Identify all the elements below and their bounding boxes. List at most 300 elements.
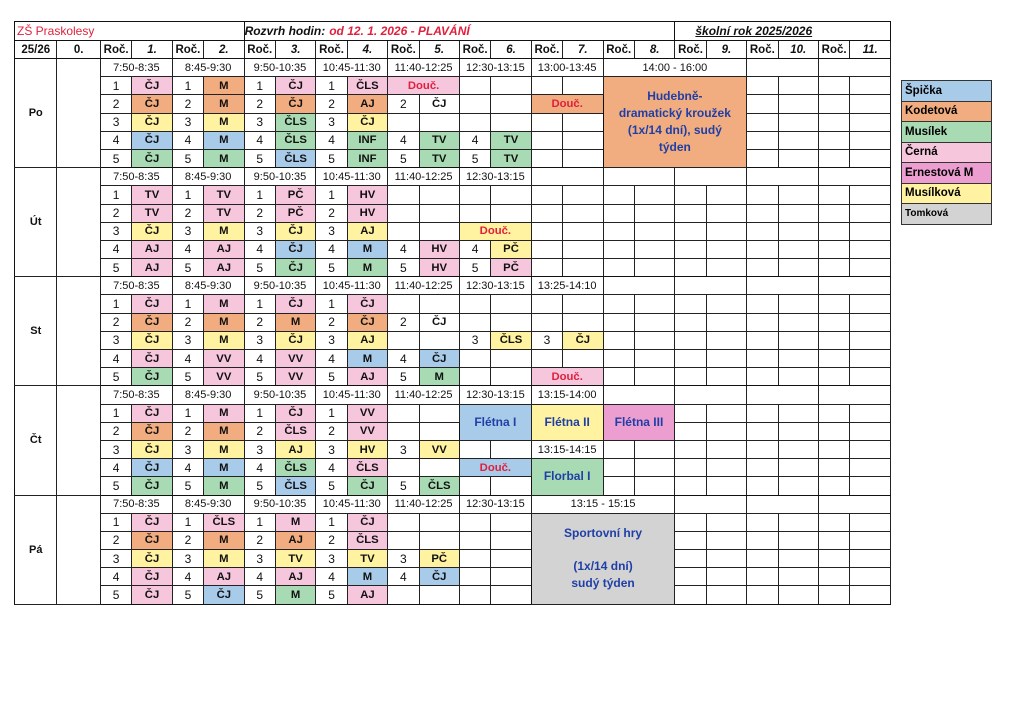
- class-grade: 4: [100, 240, 131, 258]
- subject-cell: ČJ: [347, 313, 387, 331]
- class-grade: 2: [100, 95, 131, 113]
- class-grade: 3: [388, 550, 419, 568]
- empty-cell: [850, 477, 891, 495]
- empty-cell: [459, 440, 490, 458]
- empty-cell: [419, 586, 459, 604]
- subject-cell: AJ: [204, 259, 244, 277]
- empty-cell: [388, 513, 419, 531]
- empty-cell: [603, 350, 634, 368]
- subject-cell: ČJ: [132, 586, 172, 604]
- empty-cell: [747, 186, 778, 204]
- empty-cell: [747, 477, 778, 495]
- class-grade: 5: [172, 149, 203, 167]
- class-grade: 1: [100, 295, 131, 313]
- class-grade: 4: [388, 568, 419, 586]
- empty-cell: [850, 422, 891, 440]
- empty-cell: [491, 95, 531, 113]
- empty-cell: [419, 531, 459, 549]
- subject-cell: VV: [275, 368, 315, 386]
- time-slot-empty: [818, 277, 890, 295]
- time-slot: 8:45-9:30: [172, 386, 244, 404]
- empty-cell: [603, 477, 634, 495]
- empty-cell: [706, 586, 746, 604]
- empty-cell: [706, 186, 746, 204]
- flute-2-block: Flétna II: [531, 404, 603, 440]
- time-slot: 7:50-8:35: [100, 168, 172, 186]
- class-grade: 2: [100, 313, 131, 331]
- class-grade: 4: [172, 240, 203, 258]
- subject-cell: VV: [275, 350, 315, 368]
- empty-cell: [850, 131, 891, 149]
- empty-cell: [531, 186, 562, 204]
- empty-cell: [675, 586, 706, 604]
- empty-cell: [419, 204, 459, 222]
- day-label: Čt: [15, 386, 57, 495]
- class-grade: 4: [244, 568, 275, 586]
- class-grade: 3: [316, 222, 347, 240]
- roc-header: Roč.: [244, 41, 275, 59]
- empty-cell: [850, 440, 891, 458]
- subject-cell: TV: [132, 186, 172, 204]
- empty-cell: [818, 259, 849, 277]
- empty-cell: [850, 350, 891, 368]
- empty-cell: [388, 459, 419, 477]
- subject-cell: VV: [347, 422, 387, 440]
- empty-cell: [850, 113, 891, 131]
- time-slot: 10:45-11:30: [316, 59, 388, 77]
- subject-cell: TV: [347, 550, 387, 568]
- empty-cell: [747, 568, 778, 586]
- class-grade: 2: [244, 422, 275, 440]
- subject-cell: ČJ: [347, 513, 387, 531]
- empty-cell: [388, 222, 419, 240]
- time-slot-empty: [747, 495, 819, 513]
- class-grade: 3: [172, 222, 203, 240]
- empty-cell: [675, 240, 706, 258]
- empty-cell: [634, 350, 674, 368]
- subject-cell: VV: [204, 350, 244, 368]
- subject-cell: ČLS: [275, 459, 315, 477]
- empty-cell: [459, 513, 490, 531]
- class-grade: 3: [100, 440, 131, 458]
- empty-cell: [563, 222, 603, 240]
- time-slot: 11:40-12:25: [388, 495, 460, 513]
- empty-cell: [563, 259, 603, 277]
- subject-cell: ČLS: [275, 113, 315, 131]
- empty-cell: [747, 313, 778, 331]
- subject-cell: PČ: [419, 550, 459, 568]
- empty-cell: [850, 368, 891, 386]
- empty-cell: [778, 95, 818, 113]
- time-slot-empty: [747, 59, 819, 77]
- subject-cell: AJ: [347, 95, 387, 113]
- subject-cell: ČLS: [347, 459, 387, 477]
- empty-cell: [818, 422, 849, 440]
- lesson-header: 4.: [347, 41, 387, 59]
- empty-cell: [459, 477, 490, 495]
- empty-cell: [459, 368, 490, 386]
- class-grade: 2: [388, 95, 419, 113]
- empty-cell: [818, 568, 849, 586]
- subject-cell: M: [204, 131, 244, 149]
- empty-cell: [603, 204, 634, 222]
- flute-3-block: Flétna III: [603, 404, 675, 440]
- class-grade: 5: [316, 477, 347, 495]
- class-grade: 3: [244, 113, 275, 131]
- subject-cell: M: [204, 331, 244, 349]
- class-grade: 1: [316, 77, 347, 95]
- class-grade: 2: [316, 95, 347, 113]
- schedule-title: [244, 22, 675, 41]
- time-slot: 10:45-11:30: [316, 277, 388, 295]
- empty-cell: [563, 350, 603, 368]
- subject-cell: ČLS: [204, 513, 244, 531]
- empty-cell: [675, 331, 706, 349]
- roc-header: Roč.: [459, 41, 490, 59]
- time-slot: 7:50-8:35: [100, 277, 172, 295]
- empty-cell: [818, 459, 849, 477]
- school-year: školní rok 2025/2026: [675, 22, 891, 41]
- subject-cell: HV: [347, 186, 387, 204]
- time-slot: 8:45-9:30: [172, 277, 244, 295]
- empty-cell: [603, 440, 634, 458]
- empty-cell: [491, 186, 531, 204]
- time-slot: 9:50-10:35: [244, 277, 316, 295]
- class-grade: 2: [100, 204, 131, 222]
- timetable: [14, 21, 891, 605]
- year-header: 25/26: [15, 41, 57, 59]
- empty-cell: [778, 459, 818, 477]
- class-grade: 2: [316, 531, 347, 549]
- class-grade: 4: [316, 131, 347, 149]
- class-grade: 5: [100, 586, 131, 604]
- class-grade: 5: [459, 149, 490, 167]
- class-grade: 3: [244, 550, 275, 568]
- empty-cell: [747, 440, 778, 458]
- empty-cell: [747, 350, 778, 368]
- empty-cell: [491, 368, 531, 386]
- empty-cell: [778, 477, 818, 495]
- time-slot: 7:50-8:35: [100, 495, 172, 513]
- class-grade: 4: [244, 350, 275, 368]
- empty-cell: [818, 331, 849, 349]
- empty-cell: [531, 295, 562, 313]
- empty-cell: [850, 313, 891, 331]
- day-label: St: [15, 277, 57, 386]
- subject-cell: M: [204, 295, 244, 313]
- empty-cell: [747, 295, 778, 313]
- class-grade: 1: [100, 404, 131, 422]
- class-grade: 1: [244, 513, 275, 531]
- empty-cell: [675, 404, 706, 422]
- empty-cell: [747, 404, 778, 422]
- subject-cell: HV: [419, 259, 459, 277]
- subject-cell: ČJ: [275, 331, 315, 349]
- class-grade: 3: [100, 222, 131, 240]
- subject-cell: M: [204, 422, 244, 440]
- empty-cell: [747, 586, 778, 604]
- empty-cell: [675, 186, 706, 204]
- empty-cell: [634, 440, 674, 458]
- class-grade: 5: [316, 149, 347, 167]
- empty-cell: [675, 313, 706, 331]
- time-slot-empty: [531, 168, 603, 186]
- subject-cell: PČ: [491, 240, 531, 258]
- empty-cell: [459, 77, 490, 95]
- empty-cell: [778, 568, 818, 586]
- class-grade: 2: [172, 204, 203, 222]
- subject-cell: ČJ: [275, 77, 315, 95]
- class-grade: 1: [100, 77, 131, 95]
- empty-cell: [850, 204, 891, 222]
- class-grade: 3: [244, 331, 275, 349]
- empty-cell: [818, 477, 849, 495]
- time-slot-empty: [818, 495, 890, 513]
- empty-cell: [634, 240, 674, 258]
- empty-cell: [563, 240, 603, 258]
- subject-cell: AJ: [132, 259, 172, 277]
- lesson-zero-cell: [57, 168, 100, 277]
- empty-cell: [675, 459, 706, 477]
- class-grade: 5: [244, 368, 275, 386]
- empty-cell: [419, 186, 459, 204]
- empty-cell: [778, 240, 818, 258]
- empty-cell: [818, 222, 849, 240]
- class-grade: 1: [316, 513, 347, 531]
- lesson-zero-cell: [57, 386, 100, 495]
- empty-cell: [388, 422, 419, 440]
- subject-cell: TV: [132, 204, 172, 222]
- time-slot-empty: [747, 386, 819, 404]
- subject-cell: ČJ: [275, 222, 315, 240]
- subject-cell: ČJ: [132, 295, 172, 313]
- empty-cell: [603, 222, 634, 240]
- class-grade: 4: [388, 350, 419, 368]
- legend-teacher: Ernestová M: [902, 163, 992, 184]
- empty-cell: [531, 77, 562, 95]
- subject-cell: M: [275, 313, 315, 331]
- subject-cell: HV: [347, 440, 387, 458]
- empty-cell: [706, 568, 746, 586]
- subject-cell: ČLS: [275, 477, 315, 495]
- time-slot: 13:15-14:00: [531, 386, 603, 404]
- empty-cell: [491, 113, 531, 131]
- subject-cell: ČJ: [275, 240, 315, 258]
- time-slot-empty: [603, 277, 675, 295]
- class-grade: 2: [172, 95, 203, 113]
- class-grade: 1: [100, 513, 131, 531]
- lesson-header: 10.: [778, 41, 818, 59]
- lesson-header: 5.: [419, 41, 459, 59]
- empty-cell: [778, 295, 818, 313]
- subject-cell: M: [204, 459, 244, 477]
- subject-cell: ČJ: [419, 95, 459, 113]
- subject-cell: AJ: [275, 568, 315, 586]
- lesson-header: 6.: [491, 41, 531, 59]
- teacher-legend: [901, 80, 992, 225]
- empty-cell: [850, 568, 891, 586]
- empty-cell: [675, 368, 706, 386]
- class-grade: 1: [316, 295, 347, 313]
- empty-cell: [459, 204, 490, 222]
- class-grade: 5: [172, 477, 203, 495]
- class-grade: 1: [172, 404, 203, 422]
- subject-cell: M: [275, 513, 315, 531]
- empty-cell: [603, 240, 634, 258]
- tutoring-cell: Douč.: [531, 95, 603, 113]
- time-slot: 11:40-12:25: [388, 168, 460, 186]
- class-grade: 3: [172, 331, 203, 349]
- empty-cell: [563, 295, 603, 313]
- class-grade: 3: [100, 331, 131, 349]
- subject-cell: M: [204, 222, 244, 240]
- subject-cell: ČJ: [132, 131, 172, 149]
- empty-cell: [818, 240, 849, 258]
- class-grade: 5: [388, 259, 419, 277]
- class-grade: 1: [172, 186, 203, 204]
- lesson-header: 2.: [204, 41, 244, 59]
- class-grade: 5: [459, 259, 490, 277]
- class-grade: 2: [100, 422, 131, 440]
- empty-cell: [603, 459, 634, 477]
- time-slot: 9:50-10:35: [244, 168, 316, 186]
- tutoring-cell: Douč.: [459, 459, 531, 477]
- empty-cell: [747, 204, 778, 222]
- empty-cell: [818, 440, 849, 458]
- empty-cell: [850, 295, 891, 313]
- empty-cell: [747, 95, 778, 113]
- empty-cell: [706, 368, 746, 386]
- empty-cell: [459, 113, 490, 131]
- class-grade: 5: [388, 368, 419, 386]
- subject-cell: M: [275, 586, 315, 604]
- subject-cell: TV: [491, 149, 531, 167]
- time-slot: 10:45-11:30: [316, 168, 388, 186]
- legend-teacher: Černá: [902, 142, 992, 163]
- roc-header: Roč.: [388, 41, 419, 59]
- empty-cell: [563, 149, 603, 167]
- subject-cell: VV: [347, 404, 387, 422]
- subject-cell: ČJ: [419, 313, 459, 331]
- empty-cell: [747, 513, 778, 531]
- empty-cell: [818, 113, 849, 131]
- empty-cell: [603, 313, 634, 331]
- time-slot: 11:40-12:25: [388, 59, 460, 77]
- empty-cell: [675, 259, 706, 277]
- empty-cell: [850, 149, 891, 167]
- empty-cell: [818, 204, 849, 222]
- drama-club-block: Hudebně-dramatický kroužek (1x/14 dní), sudý týden: [603, 77, 747, 168]
- empty-cell: [459, 550, 490, 568]
- empty-cell: [850, 459, 891, 477]
- class-grade: 2: [388, 313, 419, 331]
- empty-cell: [818, 531, 849, 549]
- class-grade: 4: [244, 459, 275, 477]
- subject-cell: ČJ: [275, 404, 315, 422]
- empty-cell: [563, 186, 603, 204]
- time-slot-empty: [603, 386, 675, 404]
- subject-cell: ČLS: [347, 77, 387, 95]
- lesson-header: 9.: [706, 41, 746, 59]
- time-slot: 11:40-12:25: [388, 386, 460, 404]
- class-grade: 1: [244, 77, 275, 95]
- empty-cell: [419, 295, 459, 313]
- empty-cell: [850, 331, 891, 349]
- class-grade: 4: [316, 350, 347, 368]
- empty-cell: [747, 368, 778, 386]
- class-grade: 3: [244, 440, 275, 458]
- class-grade: 3: [172, 113, 203, 131]
- class-grade: 2: [172, 422, 203, 440]
- empty-cell: [603, 368, 634, 386]
- empty-cell: [491, 440, 531, 458]
- empty-cell: [850, 240, 891, 258]
- class-grade: 4: [100, 459, 131, 477]
- empty-cell: [491, 77, 531, 95]
- subject-cell: ČJ: [132, 95, 172, 113]
- empty-cell: [419, 113, 459, 131]
- empty-cell: [634, 204, 674, 222]
- class-grade: 5: [244, 477, 275, 495]
- empty-cell: [419, 422, 459, 440]
- class-grade: 2: [244, 531, 275, 549]
- empty-cell: [603, 331, 634, 349]
- class-grade: 4: [172, 131, 203, 149]
- class-grade: 1: [172, 513, 203, 531]
- empty-cell: [563, 204, 603, 222]
- time-slot: 12:30-13:15: [459, 59, 531, 77]
- subject-cell: ČJ: [347, 113, 387, 131]
- class-grade: 1: [244, 404, 275, 422]
- class-grade: 4: [172, 350, 203, 368]
- roc-header: Roč.: [100, 41, 131, 59]
- subject-cell: ČJ: [275, 95, 315, 113]
- empty-cell: [850, 95, 891, 113]
- subject-cell: M: [204, 531, 244, 549]
- class-grade: 1: [100, 186, 131, 204]
- school-name: ZŠ Praskolesy: [15, 22, 245, 41]
- time-slot-empty: [747, 168, 819, 186]
- time-slot-empty: [675, 277, 747, 295]
- empty-cell: [747, 550, 778, 568]
- subject-cell: ČJ: [132, 331, 172, 349]
- empty-cell: [706, 350, 746, 368]
- class-grade: 4: [459, 131, 490, 149]
- empty-cell: [747, 131, 778, 149]
- empty-cell: [563, 131, 603, 149]
- empty-cell: [706, 259, 746, 277]
- subject-cell: PČ: [275, 204, 315, 222]
- subject-cell: AJ: [347, 331, 387, 349]
- empty-cell: [706, 440, 746, 458]
- empty-cell: [419, 459, 459, 477]
- subject-cell: AJ: [132, 240, 172, 258]
- roc-header: Roč.: [603, 41, 634, 59]
- time-slot: 10:45-11:30: [316, 386, 388, 404]
- class-grade: 3: [316, 550, 347, 568]
- empty-cell: [778, 186, 818, 204]
- time-slot-empty: [675, 386, 747, 404]
- subject-cell: AJ: [347, 368, 387, 386]
- lesson-header: 1.: [132, 41, 172, 59]
- empty-cell: [778, 404, 818, 422]
- subject-cell: ČJ: [132, 440, 172, 458]
- empty-cell: [818, 404, 849, 422]
- class-grade: 5: [244, 149, 275, 167]
- subject-cell: PČ: [275, 186, 315, 204]
- lesson-zero-cell: [57, 277, 100, 386]
- subject-cell: ČLS: [275, 131, 315, 149]
